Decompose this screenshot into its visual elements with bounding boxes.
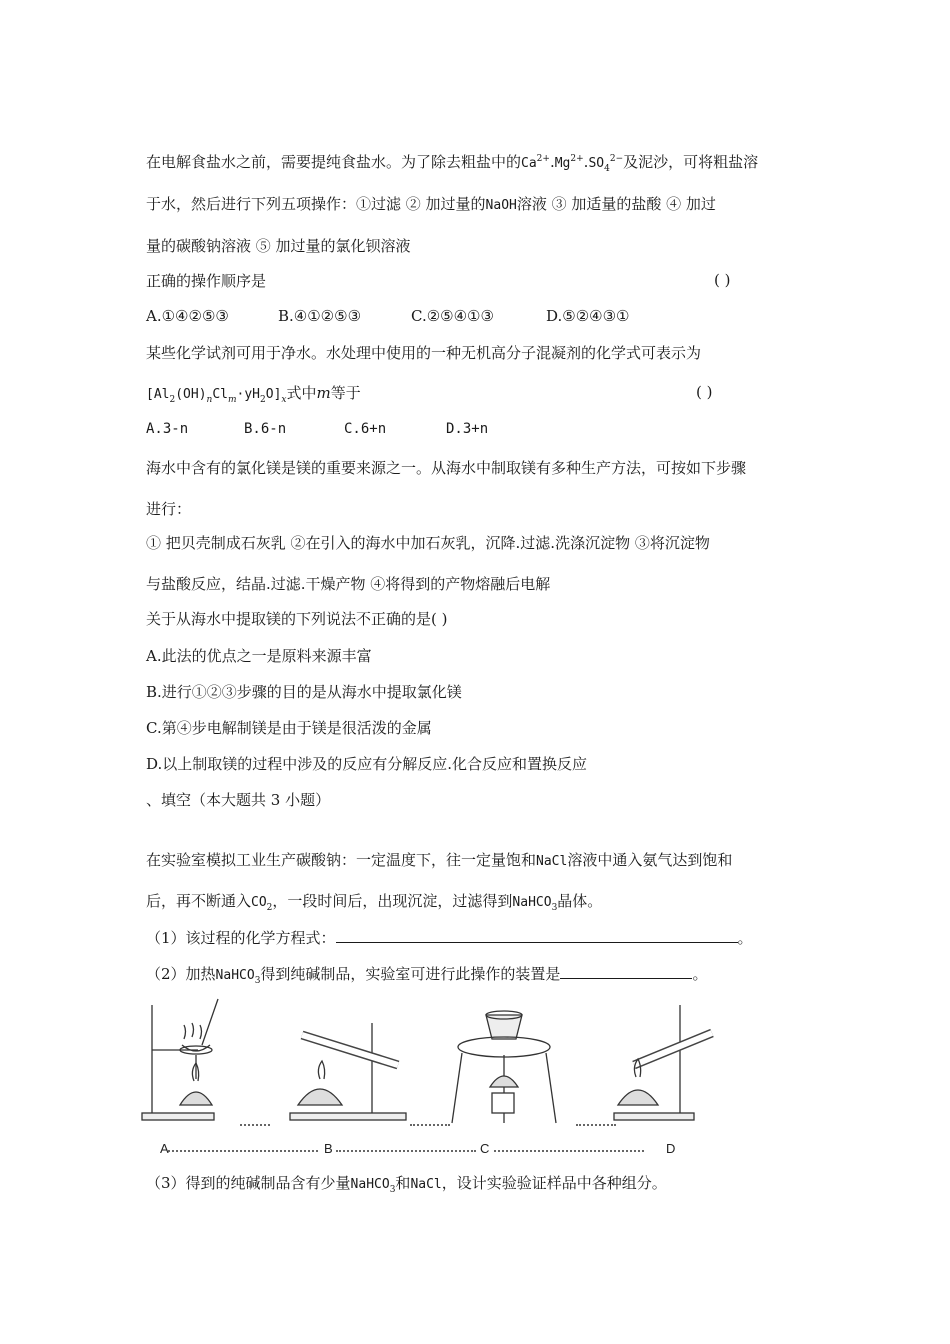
q1-option-b: B.④①②⑤③ [278, 307, 362, 325]
separator: . [583, 153, 589, 171]
subscript: 2 [260, 395, 266, 405]
formula-part: (OH) [175, 387, 207, 402]
formula-nahco3: NaHCO [215, 968, 255, 983]
q1-option-d: D.⑤②④③① [546, 307, 630, 325]
ion-mg: Mg [554, 156, 571, 171]
apparatus-d-test-tube [614, 1005, 712, 1120]
q4-line-1 [146, 850, 732, 872]
formula-co2: CO [251, 895, 267, 910]
q4-sub-1 [146, 928, 753, 948]
figure-label-a: A [160, 1141, 169, 1156]
q1-text: 及泥沙，可将粗盐溶 [623, 153, 759, 171]
q1-line-1 [146, 152, 758, 174]
q1-text: 于水，然后进行下列五项操作：①过滤 ② 加过量的 [146, 195, 486, 213]
dotted-leader [494, 1150, 644, 1152]
q3-line-4: 与盐酸反应，结晶.过滤.干燥产物 ④将得到的产物熔融后电解 [146, 575, 551, 593]
apparatus-a-evaporating-dish [142, 999, 218, 1120]
q2-option-c: C.6+n [344, 421, 387, 437]
subscript: 2 [169, 395, 176, 405]
q3-option-b: B.进行①②③步骤的目的是从海水中提取氯化镁 [146, 683, 462, 701]
q2-option-a: A.3-n [146, 421, 189, 437]
q1-line-2 [146, 194, 716, 216]
apparatus-b-test-tube [290, 1023, 406, 1120]
q2-text: 等于 [330, 384, 361, 402]
q3-line-1: 海水中含有的氯化镁是镁的重要来源之一。从海水中制取镁有多种生产方法，可按如下步骤 [146, 459, 747, 477]
figure-label-b: B [324, 1141, 333, 1156]
dotted-leader [410, 1124, 450, 1126]
q3-stem: 关于从海水中提取镁的下列说法不正确的是( ) [146, 610, 448, 628]
q2-text: 式中 [286, 384, 317, 402]
q3-option-a: A.此法的优点之一是原料来源丰富 [146, 647, 372, 665]
ion-charge: 2+ [536, 154, 550, 164]
dotted-leader [168, 1150, 318, 1152]
q4-text: 溶液中通入氨气达到饱和 [567, 851, 733, 869]
formula-nacl: NaCl [536, 854, 568, 869]
formula-part: Cl [212, 387, 228, 402]
formula-part: O] [265, 387, 282, 402]
q1-line-3: 量的碳酸钠溶液 ⑤ 加过量的氯化钡溶液 [146, 237, 411, 255]
figure-label-d: D [666, 1141, 676, 1156]
ion-charge: 2+ [570, 154, 584, 164]
q2-option-d: D.3+n [446, 421, 489, 437]
q4-text: （1）该过程的化学方程式： [146, 929, 336, 947]
figure-label-c: C [480, 1141, 490, 1156]
q4-text: 。 [737, 929, 753, 947]
formula-nacl: NaCl [410, 1177, 442, 1192]
q4-line-2 [146, 891, 602, 913]
q3-line-2: 进行： [146, 500, 192, 518]
q4-text: 。 [692, 965, 708, 983]
variable-m: m [316, 384, 331, 402]
section-title: 、填空（本大题共 3 小题） [146, 791, 331, 809]
ion-charge: 2− [609, 154, 624, 164]
q2-formula-line [146, 383, 361, 405]
q1-option-c: C.②⑤④①③ [411, 307, 494, 325]
q4-text: 和 [395, 1174, 411, 1192]
subscript: 4 [604, 164, 610, 174]
dotted-leader [240, 1124, 270, 1126]
q4-text: 在实验室模拟工业生产碳酸钠：一定温度下，往一定量饱和 [146, 851, 537, 869]
q4-text: （2）加热 [146, 965, 216, 983]
ion-so4: SO [588, 156, 605, 171]
subscript-m: m [227, 395, 237, 405]
subscript-n: n [206, 395, 213, 405]
q1-text: 在电解食盐水之前，需要提纯食盐水。为了除去粗盐中的 [146, 153, 522, 171]
subscript: 3 [551, 903, 558, 913]
q2-line-1: 某些化学试剂可用于净水。水处理中使用的一种无机高分子混凝剂的化学式可表示为 [146, 344, 702, 362]
q1-option-a: A.①④②⑤③ [146, 307, 229, 325]
q4-text: ，一段时间后，出现沉淀，过滤得到 [272, 892, 513, 910]
dotted-leader [336, 1150, 476, 1152]
formula-part: ·yH [236, 387, 261, 402]
answer-paren: ( ) [714, 271, 731, 289]
q4-text: 后，再不断通入 [146, 892, 252, 910]
formula-naoh: NaOH [485, 198, 517, 213]
q4-sub-3 [146, 1173, 667, 1195]
q2-option-b: B.6-n [244, 421, 287, 437]
dotted-leader [576, 1124, 616, 1126]
subscript-x: x [281, 395, 287, 405]
formula-part: [Al [146, 387, 170, 402]
formula-nahco3: NaHCO [350, 1177, 390, 1192]
subscript: 3 [254, 976, 261, 986]
subscript: 3 [389, 1185, 396, 1195]
q4-text: （3）得到的纯碱制品含有少量 [146, 1174, 351, 1192]
apparatus-drawing [140, 995, 740, 1160]
q3-line-3: ① 把贝壳制成石灰乳 ②在引入的海水中加石灰乳，沉降.过滤.洗涤沉淀物 ③将沉淀物 [146, 534, 710, 552]
ion-ca: Ca [521, 156, 537, 171]
apparatus-c-crucible [452, 1011, 556, 1123]
formula-nahco3: NaHCO [512, 895, 552, 910]
answer-paren: ( ) [696, 383, 713, 401]
q4-text: 得到纯碱制品，实验室可进行此操作的装置是 [260, 965, 561, 983]
apparatus-figure [140, 995, 740, 1160]
answer-blank[interactable] [336, 928, 738, 943]
q3-option-c: C.第④步电解制镁是由于镁是很活泼的金属 [146, 719, 432, 737]
answer-blank[interactable] [560, 964, 692, 979]
subscript: 2 [266, 903, 273, 913]
q4-sub-2 [146, 964, 707, 986]
q1-text: 溶液 ③ 加适量的盐酸 ④ 加过 [516, 195, 716, 213]
q4-text: ，设计实验验证样品中各种组分。 [441, 1174, 667, 1192]
q1-stem: 正确的操作顺序是 [146, 272, 267, 290]
q4-text: 晶体。 [557, 892, 603, 910]
q3-option-d: D.以上制取镁的过程中涉及的反应有分解反应.化合反应和置换反应 [146, 755, 588, 773]
separator: . [549, 153, 555, 171]
